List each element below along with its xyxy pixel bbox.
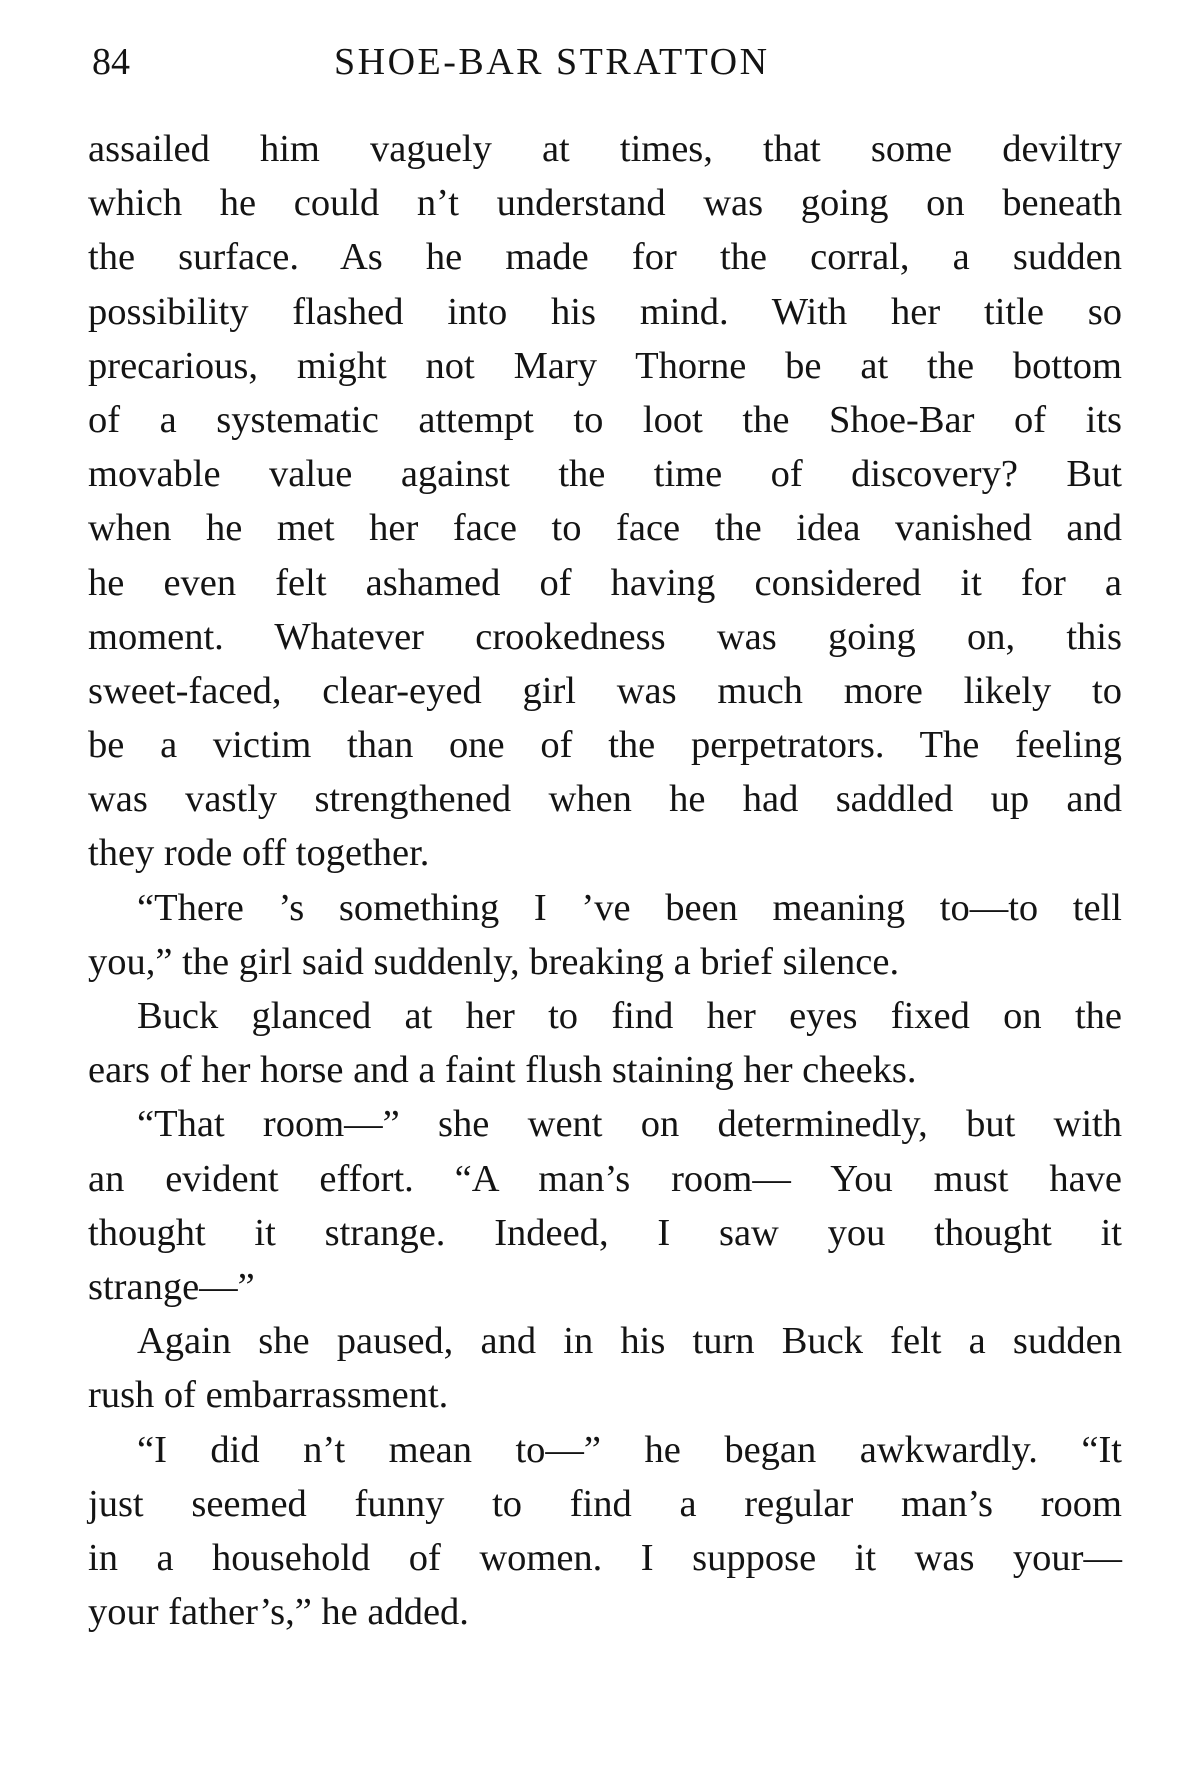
- text-line: ears of her horse and a faint flush staining her cheeks.: [88, 1049, 917, 1092]
- text-line: be a victim than one of the perpetrators. The feeling: [88, 724, 1122, 767]
- text-line: “There ’s something I ’ve been meaning to—to tell: [137, 886, 1122, 929]
- text-line: “I did n’t mean to—” he began awkwardly. “It: [137, 1428, 1122, 1471]
- text-line: assailed him vaguely at times, that some deviltry: [88, 128, 1122, 170]
- text-line: which he could n’t understand was going on beneath: [88, 182, 1122, 225]
- text-line: when he met her face to face the idea vanished and: [88, 507, 1122, 550]
- text-line: movable value against the time of discovery? But: [88, 453, 1122, 496]
- text-line: strange—”: [88, 1265, 255, 1308]
- text-line: they rode off together.: [88, 832, 430, 875]
- body-text: [88, 122, 1122, 1639]
- running-title: SHOE-BAR STRATTON: [334, 41, 770, 83]
- text-line: precarious, might not Mary Thorne be at the bottom: [88, 344, 1122, 387]
- text-line: possibility flashed into his mind. With her title so: [88, 290, 1122, 333]
- text-line: was vastly strengthened when he had saddled up and: [88, 778, 1122, 821]
- text-line: sweet-faced, clear-eyed girl was much more likely to: [88, 669, 1122, 712]
- text-line: moment. Whatever crookedness was going on, this: [88, 615, 1122, 658]
- text-line: an evident effort. “A man’s room— You must have: [88, 1157, 1122, 1200]
- text-line: you,” the girl said suddenly, breaking a brief silence.: [88, 940, 900, 983]
- text-line: just seemed funny to find a regular man’s room: [88, 1482, 1122, 1525]
- text-line: thought it strange. Indeed, I saw you thought it: [88, 1211, 1122, 1254]
- text-line: the surface. As he made for the corral, a sudden: [88, 236, 1122, 279]
- text-line: he even felt ashamed of having considered it for a: [88, 561, 1122, 604]
- text-line: in a household of women. I suppose it was your—: [88, 1536, 1122, 1579]
- text-line: of a systematic attempt to loot the Shoe-Bar of its: [88, 398, 1122, 441]
- page-number: 84: [92, 41, 130, 83]
- page-header: [88, 34, 1122, 90]
- text-line: Buck glanced at her to find her eyes fixed on the: [137, 995, 1122, 1037]
- text-line: rush of embarrassment.: [88, 1374, 449, 1417]
- text-line: “That room—” she went on determinedly, but with: [137, 1103, 1122, 1146]
- text-line: Again she paused, and in his turn Buck felt a sudden: [137, 1320, 1122, 1363]
- text-line: your father’s,” he added.: [88, 1591, 469, 1634]
